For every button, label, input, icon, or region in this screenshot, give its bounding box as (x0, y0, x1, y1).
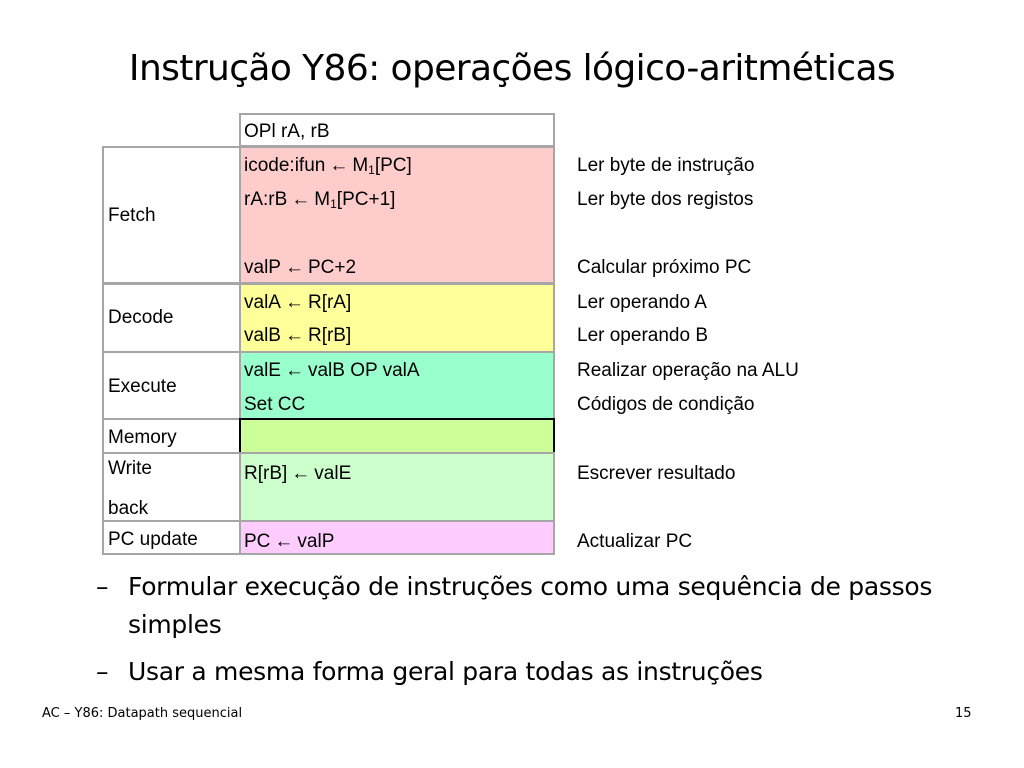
writeback-op-1: R[rB] ← valE (244, 463, 352, 484)
fetch-op-3: valP ← PC+2 (244, 257, 357, 278)
writeback-stage-label-1: Write (108, 458, 152, 479)
dash-bullet-icon: – (96, 657, 109, 686)
decode-stage-label: Decode (108, 307, 174, 328)
left-arrow-icon: ← (284, 360, 304, 381)
bullet-item (90, 568, 970, 644)
execute-desc-1: Realizar operação na ALU (577, 360, 799, 381)
execute-desc-2: Códigos de condição (577, 394, 755, 415)
pcupdate-desc-1: Actualizar PC (577, 531, 693, 552)
decode-desc-2: Ler operando B (577, 325, 708, 346)
execute-op-1: valE ← valB OP valA (244, 360, 420, 381)
bullet-text: Formular execução de instruções como uma sequência de passos simples (128, 572, 933, 639)
execute-op-2: Set CC (244, 394, 306, 415)
fetch-desc-1: Ler byte de instrução (577, 155, 755, 176)
writeback-stage-label-2: back (108, 498, 149, 519)
slide-title: Instrução Y86: operações lógico-aritméticas (128, 48, 896, 89)
bullet-list (90, 568, 970, 700)
table-header-text: OPl rA, rB (244, 121, 330, 142)
fetch-stage-label: Fetch (108, 205, 156, 226)
fetch-desc-2: Ler byte dos registos (577, 189, 754, 210)
writeback-desc-1: Escrever resultado (577, 463, 736, 484)
left-arrow-icon: ← (291, 463, 311, 484)
decode-op-2: valB ← R[rB] (244, 325, 352, 346)
bullet-text: Usar a mesma forma geral para todas as instruções (128, 657, 763, 686)
fetch-op-1: icode:ifun ← $M_1[PC]$ (244, 155, 412, 177)
decode-desc-1: Ler operando A (577, 292, 707, 313)
dash-bullet-icon: – (96, 572, 109, 601)
left-arrow-icon: ← (284, 257, 304, 278)
pcupdate-op-1: PC ← valP (244, 531, 335, 552)
left-arrow-icon: ← (291, 189, 311, 210)
memory-ops-cell (239, 418, 555, 454)
left-arrow-icon: ← (329, 155, 349, 176)
memory-stage-label: Memory (108, 427, 177, 448)
pcupdate-stage-label: PC update (108, 529, 198, 550)
fetch-desc-3: Calcular próximo PC (577, 257, 752, 278)
bullet-item (90, 653, 970, 691)
left-arrow-icon: ← (284, 292, 304, 313)
execute-stage-label: Execute (108, 376, 177, 397)
left-arrow-icon: ← (284, 325, 304, 346)
left-arrow-icon: ← (274, 531, 294, 552)
page-number: 15 (955, 706, 972, 721)
footer-course-label: AC – Y86: Datapath sequencial (42, 706, 243, 721)
decode-op-1: valA ← R[rA] (244, 292, 352, 313)
fetch-op-2: rA:rB ← $M_1[PC+1]$ (244, 189, 396, 211)
